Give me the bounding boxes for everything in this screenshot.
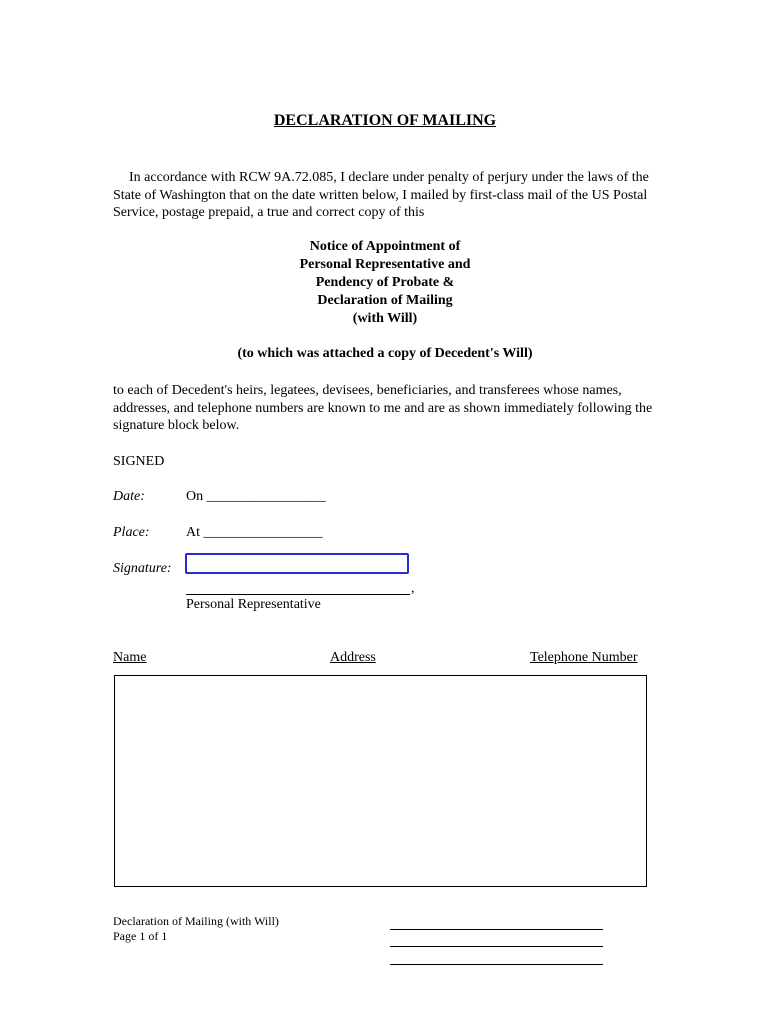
notice-line: Notice of Appointment of <box>309 239 461 254</box>
column-header-address: Address <box>330 650 376 665</box>
footer-blank-line <box>390 964 603 965</box>
footer-page-number: Page 1 of 1 <box>113 929 168 943</box>
signature-label: Signature: <box>113 561 172 576</box>
recipients-paragraph: to each of Decedent's heirs, legatees, devisees, beneficiaries, and transferees whose names, addresses, and telephone numbers are known to me and are as shown immediately following the signature block below. <box>113 383 653 433</box>
footer-blank-line <box>390 929 603 930</box>
signature-line <box>186 594 410 595</box>
date-label: Date: <box>113 489 145 504</box>
notice-line: Declaration of Mailing <box>317 293 453 308</box>
intro-paragraph: In accordance with RCW 9A.72.085, I declare under penalty of perjury under the laws of the State of Washington that on the date written below, I mailed by first-class mail of the US Postal Service, postage prepaid, a true and correct copy of this <box>113 170 649 220</box>
attached-note: (to which was attached a copy of Decedent's Will) <box>237 346 533 361</box>
place-label: Place: <box>113 525 150 540</box>
footer-title: Declaration of Mailing (with Will) <box>113 914 279 928</box>
notice-line: (with Will) <box>352 311 418 326</box>
signature-input[interactable] <box>185 553 409 574</box>
document-title: DECLARATION OF MAILING <box>273 112 497 129</box>
notice-line: Pendency of Probate & <box>315 275 455 290</box>
signed-label: SIGNED <box>113 454 165 469</box>
column-header-name: Name <box>113 650 147 665</box>
place-value: At _________________ <box>186 525 323 540</box>
footer-blank-line <box>390 946 603 947</box>
notice-title-block <box>0 238 770 328</box>
date-value: On _________________ <box>186 489 326 504</box>
personal-representative-label: Personal Representative <box>186 597 321 612</box>
notice-line: Personal Representative and <box>299 257 471 272</box>
column-header-telephone: Telephone Number <box>530 650 638 665</box>
recipients-list-field[interactable] <box>114 675 647 887</box>
signature-comma: , <box>411 581 415 596</box>
